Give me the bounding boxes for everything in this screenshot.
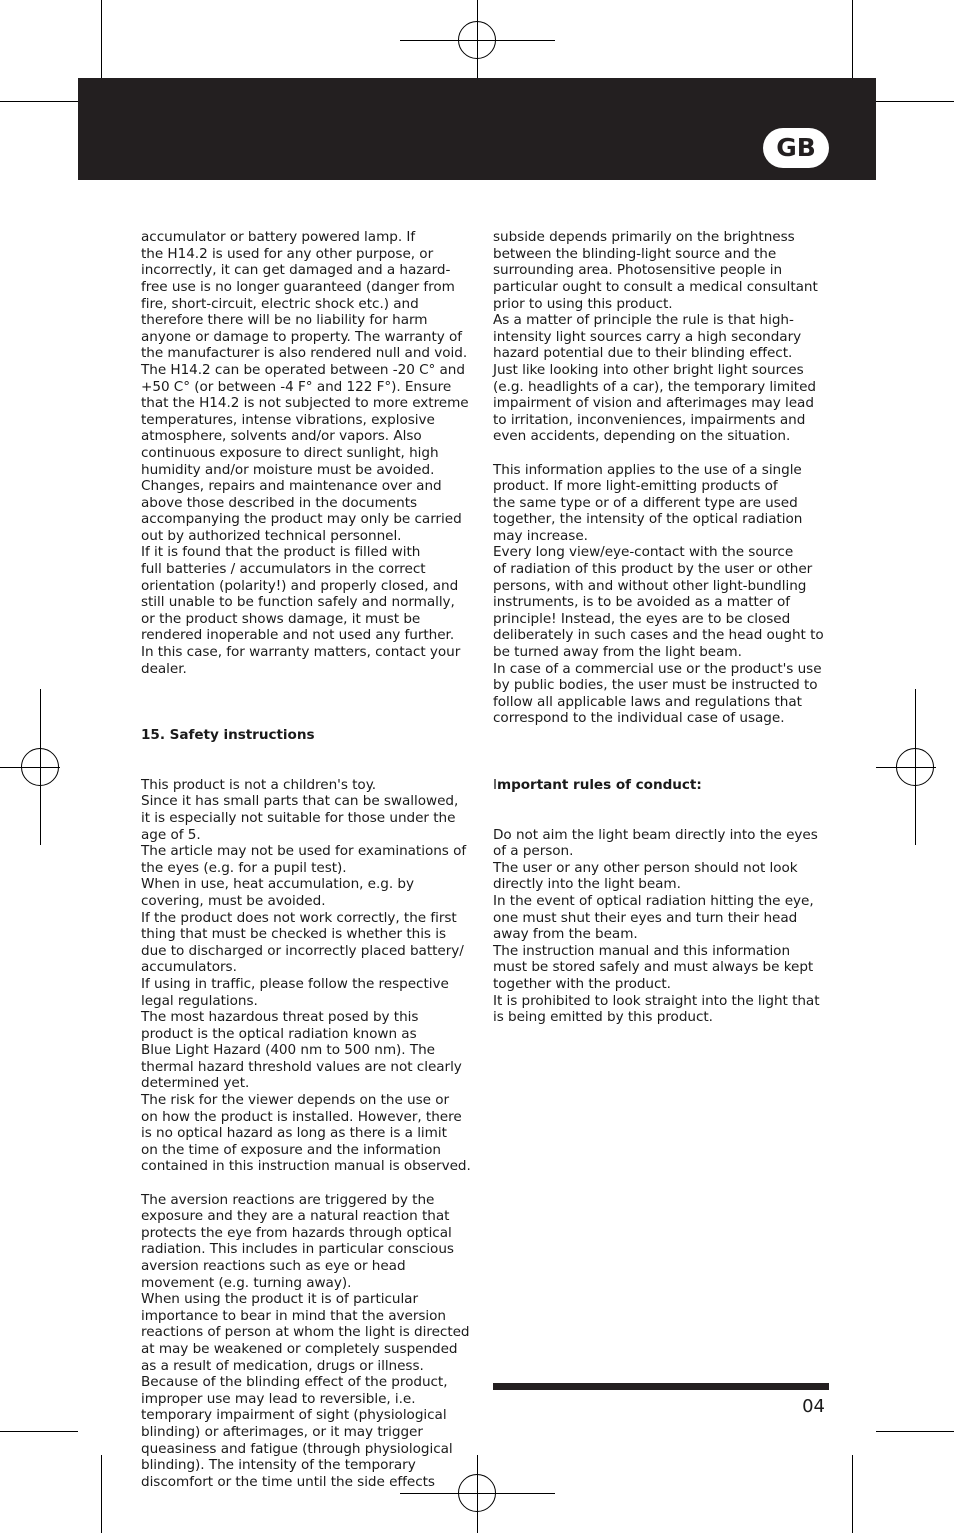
text-line: to irritation, inconveniences, impairments and bbox=[493, 411, 806, 428]
crop-mark bbox=[0, 1431, 78, 1432]
text-line: Since it has small parts that can be swallowed, bbox=[141, 793, 459, 810]
section-heading: 15. Safety instructions bbox=[141, 727, 315, 743]
text-line: follow all applicable laws and regulations that bbox=[493, 693, 802, 710]
text-line: that the H14.2 is not subjected to more extreme bbox=[141, 395, 469, 412]
text-line: directly into the light beam. bbox=[493, 876, 681, 893]
text-line: together with the product. bbox=[493, 975, 671, 992]
text-line: surrounding area. Photosensitive people in bbox=[493, 262, 783, 279]
text-line: must be stored safely and must always be kept bbox=[493, 959, 814, 976]
text-line: at may be weakened or completely suspended bbox=[141, 1340, 458, 1357]
text-line: Every long view/eye-contact with the source bbox=[493, 544, 794, 561]
text-line: This information applies to the use of a single bbox=[493, 461, 802, 478]
text-line: aversion reactions such as eye or head bbox=[141, 1258, 406, 1274]
text-line bbox=[141, 677, 486, 694]
text-line: deliberately in such cases and the head ought to bbox=[493, 627, 824, 644]
text-line: The H14.2 can be operated between -20 C° and bbox=[141, 361, 465, 378]
right-column bbox=[493, 196, 838, 1042]
crop-mark bbox=[876, 1431, 954, 1432]
text-line: therefore there will be no liability for harm bbox=[141, 312, 428, 329]
text-line: The aversion reactions are triggered by the bbox=[141, 1191, 435, 1208]
text-line: As a matter of principle the rule is that high- bbox=[493, 312, 794, 329]
text-line: the eyes (e.g. for a pupil test). bbox=[141, 859, 347, 876]
text-line: When using the product it is of particular bbox=[141, 1291, 419, 1308]
text-line: orientation (polarity!) and properly closed, and bbox=[141, 577, 459, 594]
text-line: thermal hazard threshold values are not clearly bbox=[141, 1058, 462, 1075]
text-line: particular ought to consult a medical consultant bbox=[493, 278, 818, 295]
text-line: accumulators. bbox=[141, 959, 237, 976]
crop-mark bbox=[101, 0, 102, 78]
text-line: of a person. bbox=[493, 843, 574, 860]
text-line: Blue Light Hazard (400 nm to 500 nm). The bbox=[141, 1042, 435, 1059]
text-line: between the blinding-light source and the bbox=[493, 245, 777, 262]
text-line: temperatures, intense vibrations, explosive bbox=[141, 411, 435, 428]
text-line: by public bodies, the user must be instructed to bbox=[493, 677, 818, 694]
text-line: thing that must be checked is whether this is bbox=[141, 926, 446, 943]
text-line: +50 C° (or between -4 F° and 122 F°). Ensure bbox=[141, 378, 452, 395]
text-line: dealer. bbox=[141, 660, 187, 677]
text-line: humidity and/or moisture must be avoided. bbox=[141, 461, 435, 478]
text-line: Just like looking into other bright light sources bbox=[493, 361, 804, 378]
text-line: discomfort or the time until the side effects bbox=[141, 1473, 435, 1490]
crop-mark bbox=[101, 1455, 102, 1533]
text-line: or the product shows damage, it must be bbox=[141, 610, 421, 627]
left-text-part-2 bbox=[141, 777, 486, 1491]
left-text-part-1 bbox=[141, 229, 486, 694]
header-band bbox=[78, 78, 876, 180]
text-line: on the time of exposure and the information bbox=[141, 1141, 441, 1158]
text-line bbox=[493, 727, 838, 744]
footer-rule bbox=[493, 1383, 829, 1390]
text-line: away from the beam. bbox=[493, 926, 638, 943]
text-line: product. If more light-emitting products of bbox=[493, 478, 778, 495]
text-line: determined yet. bbox=[141, 1075, 250, 1092]
text-line: correspond to the individual case of usage. bbox=[493, 710, 785, 727]
text-line: principle! Instead, the eyes are to be closed bbox=[493, 610, 791, 627]
text-line: This product is not a children's toy. bbox=[141, 776, 377, 793]
text-line: the same type or of a different type are used bbox=[493, 494, 798, 511]
text-line: product is the optical radiation known as bbox=[141, 1025, 417, 1042]
text-line: is being emitted by this product. bbox=[493, 1009, 713, 1026]
crop-mark bbox=[0, 101, 78, 102]
text-line: the H14.2 is used for any other purpose, or bbox=[141, 245, 434, 262]
text-line: The instruction manual and this information bbox=[493, 942, 791, 959]
text-line: fire, short-circuit, electric shock etc.) and bbox=[141, 295, 419, 312]
text-line: free use is no longer guaranteed (danger from bbox=[141, 278, 455, 295]
crop-mark bbox=[876, 101, 954, 102]
text-line: protects the eye from hazards through optical bbox=[141, 1224, 452, 1241]
text-line: persons, with and without other light-bundling bbox=[493, 577, 807, 594]
text-line: instruments, is to be avoided as a matter of bbox=[493, 594, 790, 611]
text-line: hazard potential due to their blinding effect. bbox=[493, 345, 793, 362]
text-line: above those described in the documents bbox=[141, 494, 418, 511]
text-line: Because of the blinding effect of the product, bbox=[141, 1374, 448, 1391]
text-line: When in use, heat accumulation, e.g. by bbox=[141, 876, 414, 893]
text-line: In the event of optical radiation hitting the eye, bbox=[493, 892, 814, 909]
text-line: together, the intensity of the optical radiation bbox=[493, 511, 803, 528]
text-line: out by authorized technical personnel. bbox=[141, 527, 402, 544]
text-line: temporary impairment of sight (physiological bbox=[141, 1407, 447, 1424]
text-line: radiation. This includes in particular conscious bbox=[141, 1241, 454, 1258]
text-line: it is especially not suitable for those under the bbox=[141, 809, 456, 826]
text-line: legal regulations. bbox=[141, 992, 258, 1009]
text-line: If the product does not work correctly, the first bbox=[141, 909, 457, 926]
text-line: impairment of vision and afterimages may lead bbox=[493, 395, 814, 412]
text-line: If using in traffic, please follow the respective bbox=[141, 975, 449, 992]
text-line: intensity light sources carry a high secondary bbox=[493, 328, 802, 345]
text-line: The most hazardous threat posed by this bbox=[141, 1009, 419, 1026]
text-line: accompanying the product may only be carried bbox=[141, 511, 462, 528]
rules-heading bbox=[493, 777, 838, 794]
text-line: It is prohibited to look straight into the light that bbox=[493, 992, 820, 1009]
text-line: accumulator or battery powered lamp. If bbox=[141, 229, 416, 246]
rules-heading-text: mportant rules of conduct: bbox=[496, 776, 702, 793]
text-line: (e.g. headlights of a car), the temporary limited bbox=[493, 378, 816, 395]
page-number: 04 bbox=[802, 1396, 825, 1417]
rules-heading-initial: I bbox=[493, 776, 497, 793]
text-line: still unable to be function safely and normally, bbox=[141, 594, 455, 611]
right-text-part-2 bbox=[493, 827, 838, 1026]
text-line: as a result of medication, drugs or illness. bbox=[141, 1357, 424, 1374]
text-line: blinding) or afterimages, or it may trigger bbox=[141, 1423, 423, 1440]
text-line: contained in this instruction manual is observed. bbox=[141, 1158, 471, 1175]
text-line: blinding). The intensity of the temporary bbox=[141, 1457, 416, 1474]
text-line: subside depends primarily on the brightness bbox=[493, 229, 795, 246]
text-line: exposure and they are a natural reaction that bbox=[141, 1208, 450, 1225]
text-line: of radiation of this product by the user or other bbox=[493, 561, 813, 578]
text-line: age of 5. bbox=[141, 826, 201, 843]
right-text-part-1 bbox=[493, 229, 838, 743]
text-line: Changes, repairs and maintenance over and bbox=[141, 478, 442, 495]
text-line: may increase. bbox=[493, 527, 588, 544]
text-line: one must shut their eyes and turn their head bbox=[493, 909, 798, 926]
text-line: prior to using this product. bbox=[493, 295, 673, 312]
text-line: incorrectly, it can get damaged and a hazard- bbox=[141, 262, 451, 279]
text-line: is no optical hazard as long as there is a limit bbox=[141, 1125, 447, 1142]
left-column bbox=[141, 196, 486, 1507]
text-line: covering, must be avoided. bbox=[141, 892, 326, 909]
text-line: queasiness and fatigue (through physiological bbox=[141, 1440, 453, 1457]
text-line: rendered inoperable and not used any further. bbox=[141, 627, 455, 644]
text-line: Do not aim the light beam directly into the eyes bbox=[493, 826, 818, 843]
text-line: continuous exposure to direct sunlight, high bbox=[141, 444, 439, 461]
text-line: In this case, for warranty matters, contact your bbox=[141, 644, 461, 661]
text-line: reactions of person at whom the light is directed bbox=[141, 1324, 470, 1341]
text-line: movement (e.g. turning away). bbox=[141, 1274, 352, 1291]
text-line: The user or any other person should not look bbox=[493, 859, 798, 876]
text-line: due to discharged or incorrectly placed battery/ bbox=[141, 942, 464, 959]
text-line: on how the product is installed. However, there bbox=[141, 1108, 462, 1125]
text-line: The article may not be used for examinations of bbox=[141, 843, 467, 860]
text-line: importance to bear in mind that the aversion bbox=[141, 1307, 446, 1324]
text-line: If it is found that the product is filled with bbox=[141, 544, 421, 561]
text-line: be turned away from the light beam. bbox=[493, 644, 742, 661]
crop-mark bbox=[852, 0, 853, 78]
text-line bbox=[141, 1175, 486, 1192]
text-line: full batteries / accumulators in the correct bbox=[141, 561, 426, 578]
text-line: atmosphere, solvents and/or vapors. Also bbox=[141, 428, 422, 445]
text-line: anyone or damage to property. The warranty of bbox=[141, 328, 463, 345]
text-line: The risk for the viewer depends on the use or bbox=[141, 1092, 450, 1109]
text-line: even accidents, depending on the situation. bbox=[493, 428, 791, 445]
text-line: the manufacturer is also rendered null and void. bbox=[141, 345, 468, 362]
text-line: improper use may lead to reversible, i.e. bbox=[141, 1390, 416, 1407]
language-badge: GB bbox=[763, 128, 829, 168]
text-line: In case of a commercial use or the product's use bbox=[493, 660, 822, 677]
crop-mark bbox=[852, 1455, 853, 1533]
text-line bbox=[493, 445, 838, 462]
